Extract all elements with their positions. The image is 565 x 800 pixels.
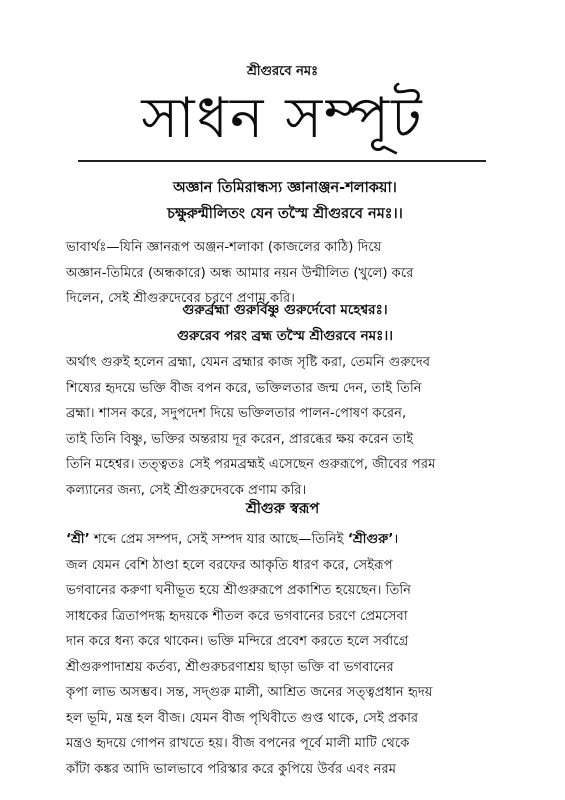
verse-guru-stotra-1 [60,175,510,227]
text-line: দান করে ধন্য করে থাকেন। ভক্তি মন্দিরে প্রবেশ করতে হলে সর্বাগ্রে [66,634,409,649]
verse-explanation [36,350,530,503]
verse-guru-stotra-2 [60,297,510,349]
text-line: কৃপা লাভ অসম্ভব। সন্ত, সদ্গুরু মালী, আশ্রিত জনের সত্ত্বপ্রধান হৃদয় [66,685,433,700]
text-fragment: । [393,532,399,547]
text-line: দিলেন, সেই শ্রীগুরুদেবের চরণে প্রণাম করি। [66,291,296,306]
title-rule [78,160,486,162]
text-line: কাঁটা কঙ্কর আদি ভালভাবে পরিস্কার করে কুপিয়ে উর্বর এবং নরম [66,761,397,777]
page-title: সাধন সম্পূট [141,86,424,151]
text-line: অর্থাৎ গুরুই হলেন ব্রহ্মা, যেমন ব্রহ্মার কাজ সৃষ্টি করা, তেমনি গুরুদেব [66,355,431,370]
text-line: ভাবার্থঃ—যিনি জ্ঞানরূপ অঞ্জন-শলাকা (কাজলের কাঠি) দিয়ে [66,240,382,255]
text-line: মন্ত্রও হৃদয়ে গোপন রাখতে হয়। বীজ বপনের পূর্বে মালী মাটি থেকে [66,736,410,751]
text-line: তিনি মহেশ্বর। তত্ত্বতঃ সেই পরমব্রহ্মই এসেছেন গুরুরূপে, জীবের পরম [66,457,436,472]
section-heading: শ্রীগুরু স্বরূপ [245,501,320,517]
text-line: সাধকের ত্রিতাপদগ্ধ হৃদয়কে শীতল করে ভগবানের চরণে প্রেমসেবা [66,608,408,624]
invocation: শ্রীগুরবে নমঃ [246,64,319,79]
text-line: ভগবানের করুণা ঘনীভূত হয়ে শ্রীগুরুরূপে প্রকাশিত হয়েছেন। তিনি [66,583,411,598]
text-line: অজ্ঞান-তিমিরে (অন্ধকারে) অন্ধ আমার নয়ন উন্মীলিত (খুলে) করে [66,265,414,281]
text-line: হল ভূমি, মন্ত্র হল বীজ। যেমন বীজ পৃথিবীতে গুপ্ত থাকে, সেই প্রকার [66,710,419,726]
text-line: তাই তিনি বিষ্ণু, ভক্তির অন্তরায় দূর করেন, প্রারব্ধের ক্ষয় করেন তাই [66,431,414,447]
text-line: জল যেমন বেশি ঠাণ্ডা হলে বরফের আকৃতি ধারণ করে, সেইরূপ [66,557,393,573]
quoted-term: ‘শ্রী’ [66,532,90,547]
text-line [36,527,530,553]
verse-line: অজ্ঞান তিমিরান্ধস্য জ্ঞানাঞ্জন-শলাকয়া। [173,180,397,196]
verse-line: গুরুরেব পরং ব্রহ্ম তস্মৈ শ্রীগুরবে নমঃ।। [177,328,393,344]
text-line: ব্রহ্মা। শাসন করে, সদুপদেশ দিয়ে ভক্তিলতার পালন-পোষণ করেন, [66,406,407,421]
text-fragment: শব্দে প্রেম সম্পদ, সেই সম্পদ যার আছে—তিনিই [89,532,348,547]
quoted-term: ‘শ্রীগুরু’ [347,532,394,547]
text-line: কল্যানের জন্য, সেই শ্রীগুরুদেবকে প্রণাম করি। [66,482,307,498]
text-line: শিষ্যের হৃদয়ে ভক্তি বীজ বপন করে, ভক্তিলতার জন্ম দেন, তাই তিনি [66,380,422,396]
text-line: শ্রীগুরুপাদাশ্রয় কর্তব্য, শ্রীগুরুচরণাশ্রয় ছাড়া ভক্তি বা ভগবানের [66,659,394,675]
verse-line: চক্ষুরুন্মীলিতং যেন তস্মৈ শ্রীগুরবে নমঃ।। [167,206,403,222]
verse-line: গুরুর্ব্রহ্মা গুরুর্বিষ্ণু গুরুর্দেবো মহেশ্বরঃ। [182,302,388,318]
section-body [36,527,530,782]
